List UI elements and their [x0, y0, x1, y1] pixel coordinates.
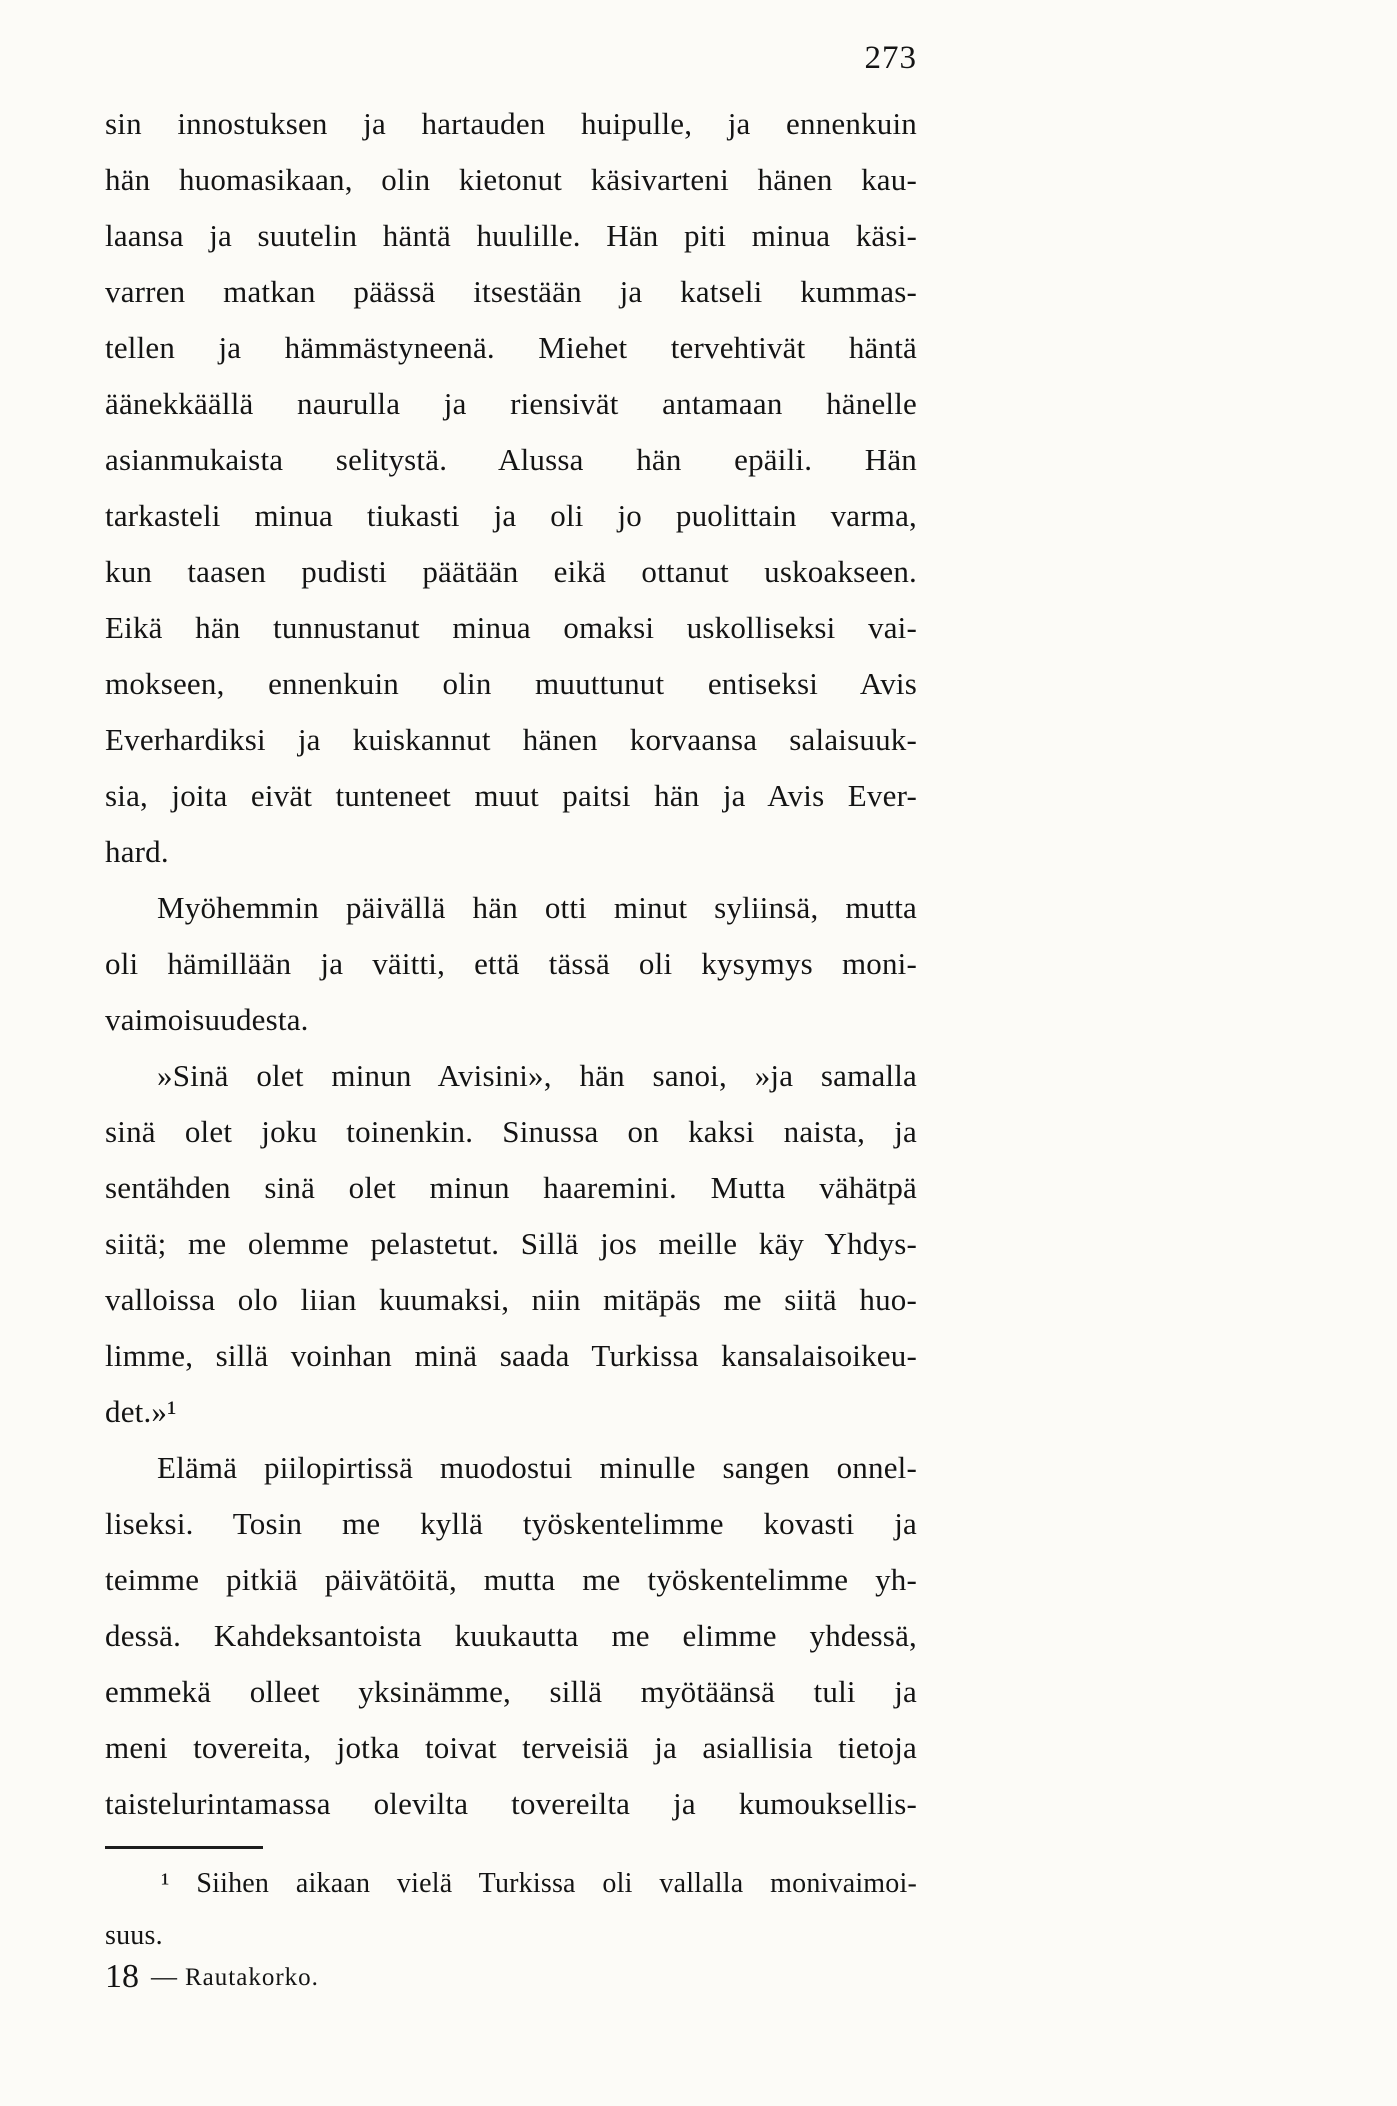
text-line: Everhardiksi ja kuiskannut hänen korvaansa salaisuuk-: [105, 722, 917, 757]
signature-book-title: Rautakorko.: [185, 1964, 319, 1991]
footnote: [105, 1858, 917, 1962]
text-line: valloissa olo liian kuumaksi, niin mitäpäs me siitä huo-: [105, 1282, 917, 1317]
text-line: sinä olet joku toinenkin. Sinussa on kaksi naista, ja: [105, 1114, 917, 1149]
text-line: dessä. Kahdeksantoista kuukautta me elimme yhdessä,: [105, 1618, 917, 1653]
text-line: »Sinä olet minun Avisini», hän sanoi, »ja samalla: [157, 1058, 917, 1093]
text-line: mokseen, ennenkuin olin muuttunut entiseksi Avis: [105, 666, 917, 701]
page-number: 273: [864, 40, 917, 76]
text-line: tarkasteli minua tiukasti ja oli jo puolittain varma,: [105, 498, 917, 533]
text-line: oli hämillään ja väitti, että tässä oli kysymys moni-: [105, 946, 917, 981]
text-line: vaimoisuudesta.: [105, 1002, 309, 1037]
text-line: hard.: [105, 834, 169, 869]
paragraph: [105, 96, 917, 880]
text-line: det.»¹: [105, 1394, 177, 1429]
paragraph: [105, 1048, 917, 1440]
text-line: Myöhemmin päivällä hän otti minut syliinsä, mutta: [157, 890, 917, 925]
text-line: emmekä olleet yksinämme, sillä myötäänsä tuli ja: [105, 1674, 917, 1709]
text-line: sia, joita eivät tunteneet muut paitsi hän ja Avis Ever-: [105, 778, 917, 813]
text-line: asianmukaista selitystä. Alussa hän epäili. Hän: [105, 442, 917, 477]
paragraph: [105, 1440, 917, 1832]
signature-dash: —: [151, 1962, 177, 1991]
text-line: laansa ja suutelin häntä huulille. Hän piti minua käsi-: [105, 218, 917, 253]
text-line: tellen ja hämmästyneenä. Miehet tervehtivät häntä: [105, 330, 917, 365]
text-line: meni tovereita, jotka toivat terveisiä ja asiallisia tietoja: [105, 1730, 917, 1765]
text-line: siitä; me olemme pelastetut. Sillä jos meille käy Yhdys-: [105, 1226, 917, 1261]
text-line: äänekkäällä naurulla ja riensivät antamaan hänelle: [105, 386, 917, 421]
signature-sheet-number: 18: [105, 1958, 139, 1995]
text-line: Eikä hän tunnustanut minua omaksi uskolliseksi vai-: [105, 610, 917, 645]
text-line: sentähden sinä olet minun haaremini. Mutta vähätpä: [105, 1170, 917, 1205]
body-text-block: [105, 96, 917, 1832]
text-line: kun taasen pudisti päätään eikä ottanut uskoakseen.: [105, 554, 917, 589]
text-line: liseksi. Tosin me kyllä työskentelimme kovasti ja: [105, 1506, 917, 1541]
text-line: Elämä piilopirtissä muodostui minulle sangen onnel-: [157, 1450, 917, 1485]
text-line: limme, sillä voinhan minä saada Turkissa kansalaisoikeu-: [105, 1338, 917, 1373]
text-line: taistelurintamassa olevilta tovereilta ja kumouksellis-: [105, 1786, 917, 1821]
footnote-divider: [105, 1846, 263, 1849]
text-line: varren matkan päässä itsestään ja katseli kummas-: [105, 274, 917, 309]
text-line: sin innostuksen ja hartauden huipulle, ja ennenkuin: [105, 106, 917, 141]
text-line: ¹ Siihen aikaan vielä Turkissa oli vallalla monivaimoi-: [161, 1868, 917, 1899]
paragraph: [105, 880, 917, 1048]
printers-signature: [105, 1958, 319, 1996]
text-line: suus.: [105, 1920, 163, 1951]
paragraph: [105, 1858, 917, 1962]
text-line: teimme pitkiä päivätöitä, mutta me työskentelimme yh-: [105, 1562, 917, 1597]
text-line: hän huomasikaan, olin kietonut käsivarteni hänen kau-: [105, 162, 917, 197]
